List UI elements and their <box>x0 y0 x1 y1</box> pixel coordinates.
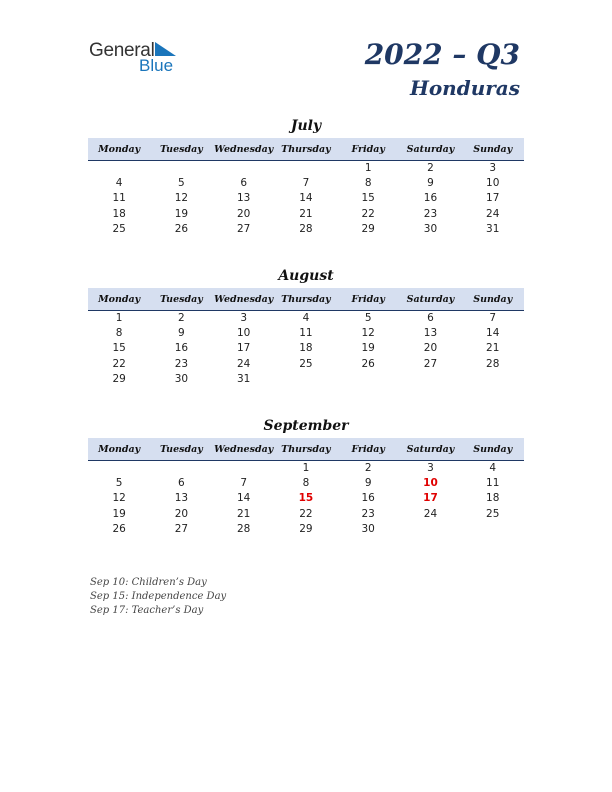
weekday-monday: Monday <box>98 443 141 455</box>
empty-day-cell <box>88 161 150 176</box>
day-cell: 23 <box>423 207 438 220</box>
day-cell: 21 <box>299 207 313 220</box>
day-cell: 28 <box>236 522 251 535</box>
week-row <box>88 372 524 387</box>
day-cell: 10 <box>423 477 438 490</box>
day-cell: 15 <box>298 492 314 505</box>
day-cell: 13 <box>236 192 251 205</box>
day-cell: 19 <box>361 342 375 355</box>
empty-day-cell <box>275 372 337 387</box>
empty-day-cell <box>399 522 461 537</box>
day-cell: 23 <box>174 357 189 370</box>
empty-day-cell <box>337 372 399 387</box>
week-row <box>88 522 524 537</box>
logo-triangle-icon <box>155 42 176 56</box>
day-cell: 28 <box>486 357 500 370</box>
day-cell: 21 <box>486 342 500 355</box>
day-cell: 6 <box>240 177 247 190</box>
holiday-notes <box>90 576 226 618</box>
day-cell: 14 <box>299 192 313 205</box>
day-cell: 29 <box>361 222 375 235</box>
day-cell: 4 <box>115 177 123 190</box>
day-cell: 15 <box>361 192 375 205</box>
day-cell: 31 <box>236 372 251 385</box>
country-name: Honduras <box>409 76 520 100</box>
day-cell: 7 <box>240 477 247 490</box>
day-cell: 18 <box>112 207 126 220</box>
month-july <box>88 116 524 237</box>
day-cell: 9 <box>427 177 434 190</box>
day-cell: 13 <box>174 492 189 505</box>
empty-day-cell <box>150 461 212 476</box>
empty-day-cell <box>275 161 337 176</box>
weekday-saturday: Saturday <box>406 143 455 155</box>
day-cell: 30 <box>174 372 189 385</box>
empty-day-cell <box>462 522 524 537</box>
day-cell: 6 <box>178 477 185 490</box>
month-name: August <box>278 268 334 284</box>
day-cell: 25 <box>112 222 126 235</box>
day-cell: 29 <box>299 522 313 535</box>
day-cell: 11 <box>112 192 126 205</box>
day-cell: 7 <box>302 177 310 190</box>
day-cell: 20 <box>236 207 251 220</box>
day-cell: 2 <box>364 462 372 474</box>
weekday-header-row <box>88 138 524 161</box>
day-cell: 30 <box>361 522 375 535</box>
week-row <box>88 326 524 341</box>
day-cell: 8 <box>115 327 123 340</box>
day-cell: 10 <box>236 327 251 340</box>
weekday-monday: Monday <box>98 143 141 155</box>
logo-general-text: General <box>89 40 155 61</box>
day-cell: 14 <box>486 327 500 340</box>
day-cell: 24 <box>486 207 500 220</box>
day-cell: 28 <box>299 222 313 235</box>
day-cell: 27 <box>236 222 251 235</box>
day-cell: 11 <box>486 477 500 490</box>
day-cell: 5 <box>364 312 372 324</box>
empty-day-cell <box>213 461 275 476</box>
week-row <box>88 491 524 506</box>
week-row <box>88 222 524 237</box>
month-september <box>88 416 524 537</box>
day-cell: 1 <box>364 162 372 174</box>
day-cell: 13 <box>423 327 438 340</box>
day-cell: 7 <box>489 312 497 324</box>
day-cell: 19 <box>112 507 126 520</box>
day-cell: 24 <box>423 507 438 520</box>
day-cell: 19 <box>174 207 189 220</box>
weekday-wednesday: Wednesday <box>214 443 274 455</box>
day-cell: 16 <box>423 192 438 205</box>
month-name: July <box>290 118 322 134</box>
weekday-tuesday: Tuesday <box>159 443 203 455</box>
empty-day-cell <box>150 161 212 176</box>
logo-blue-text: Blue <box>139 56 174 75</box>
day-cell: 24 <box>236 357 251 370</box>
week-row <box>88 461 524 476</box>
day-cell: 25 <box>486 507 500 520</box>
weekday-thursday: Thursday <box>281 443 331 455</box>
holiday-note: Sep 15: Independence Day <box>90 591 227 602</box>
day-cell: 22 <box>112 357 126 370</box>
day-cell: 9 <box>178 327 185 340</box>
day-cell: 18 <box>486 492 500 505</box>
day-cell: 27 <box>423 357 438 370</box>
week-row <box>88 357 524 372</box>
day-cell: 31 <box>486 222 500 235</box>
day-cell: 26 <box>174 222 189 235</box>
day-cell: 15 <box>112 342 126 355</box>
day-cell: 27 <box>174 522 189 535</box>
week-row <box>88 311 524 326</box>
week-row <box>88 176 524 191</box>
week-row <box>88 161 524 176</box>
day-cell: 6 <box>427 312 434 324</box>
day-cell: 4 <box>489 462 497 474</box>
month-name: September <box>263 418 349 434</box>
day-cell: 22 <box>299 507 313 520</box>
weekday-wednesday: Wednesday <box>214 143 274 155</box>
weekday-thursday: Thursday <box>281 293 331 305</box>
weekday-friday: Friday <box>351 443 385 455</box>
holiday-note: Sep 17: Teacher’s Day <box>90 605 204 616</box>
day-cell: 16 <box>174 342 189 355</box>
day-cell: 21 <box>236 507 251 520</box>
page-title: 2022 – Q3 <box>364 38 520 71</box>
empty-day-cell <box>462 372 524 387</box>
day-cell: 17 <box>423 492 438 505</box>
weekday-tuesday: Tuesday <box>159 143 203 155</box>
weekday-sunday: Sunday <box>473 443 513 455</box>
day-cell: 20 <box>423 342 438 355</box>
weekday-friday: Friday <box>351 143 385 155</box>
empty-day-cell <box>88 461 150 476</box>
week-row <box>88 207 524 222</box>
day-cell: 9 <box>364 477 372 490</box>
day-cell: 17 <box>236 342 251 355</box>
weekday-sunday: Sunday <box>473 143 513 155</box>
weekday-wednesday: Wednesday <box>214 293 274 305</box>
day-cell: 10 <box>486 177 500 190</box>
weekday-friday: Friday <box>351 293 385 305</box>
day-cell: 16 <box>361 492 375 505</box>
day-cell: 3 <box>240 312 247 324</box>
generalblue-logo <box>89 40 189 76</box>
day-cell: 26 <box>112 522 126 535</box>
weekday-thursday: Thursday <box>281 143 331 155</box>
day-cell: 3 <box>427 462 434 474</box>
month-august <box>88 266 524 387</box>
week-row <box>88 507 524 522</box>
day-cell: 29 <box>112 372 126 385</box>
day-cell: 22 <box>361 207 375 220</box>
empty-day-cell <box>399 372 461 387</box>
weekday-sunday: Sunday <box>473 293 513 305</box>
day-cell: 5 <box>178 177 185 190</box>
week-row <box>88 191 524 206</box>
day-cell: 12 <box>112 492 126 505</box>
week-row <box>88 341 524 356</box>
day-cell: 1 <box>115 312 123 324</box>
weekday-saturday: Saturday <box>406 443 455 455</box>
empty-day-cell <box>213 161 275 176</box>
weekday-header-row <box>88 438 524 461</box>
day-cell: 25 <box>299 357 313 370</box>
day-cell: 3 <box>489 162 497 174</box>
day-cell: 23 <box>361 507 375 520</box>
weekday-header-row <box>88 288 524 311</box>
day-cell: 1 <box>302 462 310 474</box>
day-cell: 2 <box>427 162 434 174</box>
day-cell: 5 <box>115 477 123 490</box>
day-cell: 20 <box>174 507 189 520</box>
day-cell: 17 <box>486 192 500 205</box>
holiday-note: Sep 10: Children’s Day <box>90 577 207 588</box>
day-cell: 11 <box>299 327 313 340</box>
day-cell: 2 <box>178 312 185 324</box>
weekday-monday: Monday <box>98 293 141 305</box>
weekday-saturday: Saturday <box>406 293 455 305</box>
day-cell: 30 <box>423 222 438 235</box>
day-cell: 26 <box>361 357 375 370</box>
day-cell: 12 <box>361 327 375 340</box>
day-cell: 18 <box>299 342 313 355</box>
day-cell: 8 <box>364 177 372 190</box>
day-cell: 14 <box>236 492 251 505</box>
day-cell: 8 <box>302 477 310 490</box>
weekday-tuesday: Tuesday <box>159 293 203 305</box>
day-cell: 4 <box>302 312 310 324</box>
day-cell: 12 <box>174 192 189 205</box>
week-row <box>88 476 524 491</box>
